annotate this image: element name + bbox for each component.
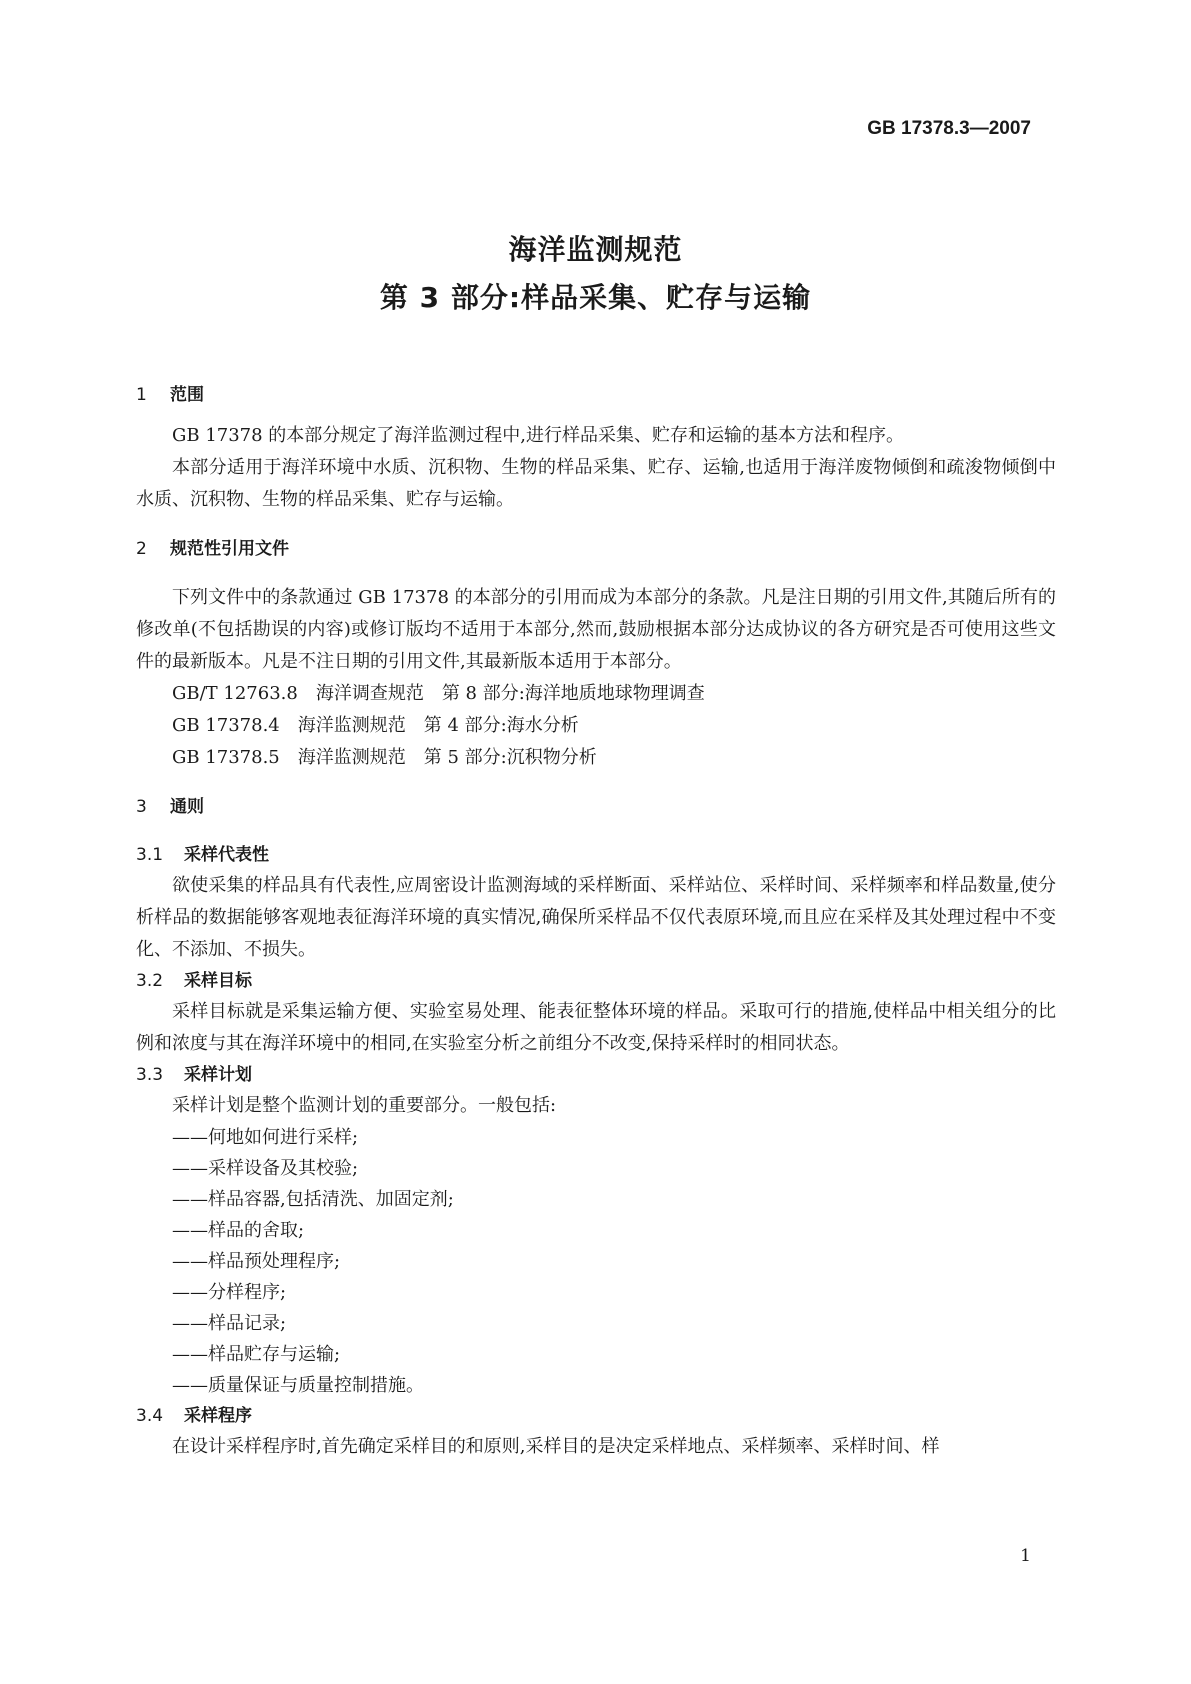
list-item: ——何地如何进行采样;	[172, 1127, 359, 1148]
subsection-number: 3.2	[136, 971, 164, 991]
section-2-heading	[136, 534, 1056, 564]
paragraph: 欲使采集的样品具有代表性,应周密设计监测海域的采样断面、采样站位、采样时间、采样频率和样品数量,使分析样品的数据能够客观地表征海洋环境的真实情况,确保所采样品不仅代表原环境,而且应在采样及其处理过程中不变化、不添加、不损失。	[136, 875, 1056, 960]
reference-item: GB/T 12763.8 海洋调查规范 第 8 部分:海洋地质地球物理调查	[172, 683, 705, 704]
section-title: 范围	[170, 385, 204, 405]
list-item: ——样品贮存与运输;	[172, 1344, 341, 1365]
section-1-heading	[136, 380, 1056, 410]
list-item: ——样品的舍取;	[172, 1220, 305, 1241]
list-item: ——样品容器,包括清洗、加固定剂;	[172, 1189, 454, 1210]
subsection-3-1-heading	[136, 840, 1056, 870]
subsection-title: 采样程序	[184, 1406, 252, 1426]
document-body	[136, 380, 1056, 1463]
subsection-number: 3.1	[136, 845, 164, 865]
standard-number: GB 17378.3—2007	[867, 118, 1031, 139]
section-number: 3	[136, 797, 147, 817]
list-item: ——采样设备及其校验;	[172, 1158, 359, 1179]
paragraph: 下列文件中的条款通过 GB 17378 的本部分的引用而成为本部分的条款。凡是注日期的引用文件,其随后所有的修改单(不包括勘误的内容)或修订版均不适用于本部分,然而,鼓励根据本部分达成协议的各方研究是否可使用这些文件的最新版本。凡是不注日期的引用文件,其最新版本适用于本部分。	[136, 587, 1056, 672]
list-item: ——样品记录;	[172, 1313, 287, 1334]
doc-title: 海洋监测规范	[508, 233, 683, 266]
reference-item: GB 17378.5 海洋监测规范 第 5 部分:沉积物分析	[172, 747, 597, 768]
subsection-number: 3.4	[136, 1406, 164, 1426]
section-3-heading	[136, 792, 1056, 822]
paragraph: 在设计采样程序时,首先确定采样目的和原则,采样目的是决定采样地点、采样频率、采样时间、样	[172, 1436, 940, 1457]
subsection-title: 采样代表性	[184, 845, 269, 865]
list-item: ——质量保证与质量控制措施。	[172, 1375, 424, 1396]
subsection-number: 3.3	[136, 1065, 164, 1085]
subsection-3-3-heading	[136, 1060, 1056, 1090]
paragraph: GB 17378 的本部分规定了海洋监测过程中,进行样品采集、贮存和运输的基本方法和程序。	[172, 425, 905, 446]
section-title: 通则	[170, 797, 204, 817]
doc-subtitle: 第 3 部分:样品采集、贮存与运输	[379, 281, 812, 314]
section-title: 规范性引用文件	[170, 539, 289, 559]
paragraph: 采样目标就是采集运输方便、实验室易处理、能表征整体环境的样品。采取可行的措施,使样品中相关组分的比例和浓度与其在海洋环境中的相同,在实验室分析之前组分不改变,保持采样时的相同状态。	[136, 1001, 1056, 1054]
paragraph: 采样计划是整个监测计划的重要部分。一般包括:	[172, 1095, 557, 1116]
section-number: 1	[136, 385, 147, 405]
subsection-3-2-heading	[136, 966, 1056, 996]
paragraph: 本部分适用于海洋环境中水质、沉积物、生物的样品采集、贮存、运输,也适用于海洋废物倾倒和疏浚物倾倒中水质、沉积物、生物的样品采集、贮存与运输。	[136, 457, 1056, 510]
page-number: 1	[1020, 1546, 1031, 1566]
subsection-title: 采样目标	[184, 971, 252, 991]
subsection-3-4-heading	[136, 1401, 1056, 1431]
list-item: ——样品预处理程序;	[172, 1251, 341, 1272]
subsection-title: 采样计划	[184, 1065, 252, 1085]
list-item: ——分样程序;	[172, 1282, 287, 1303]
section-number: 2	[136, 539, 147, 559]
reference-item: GB 17378.4 海洋监测规范 第 4 部分:海水分析	[172, 715, 579, 736]
